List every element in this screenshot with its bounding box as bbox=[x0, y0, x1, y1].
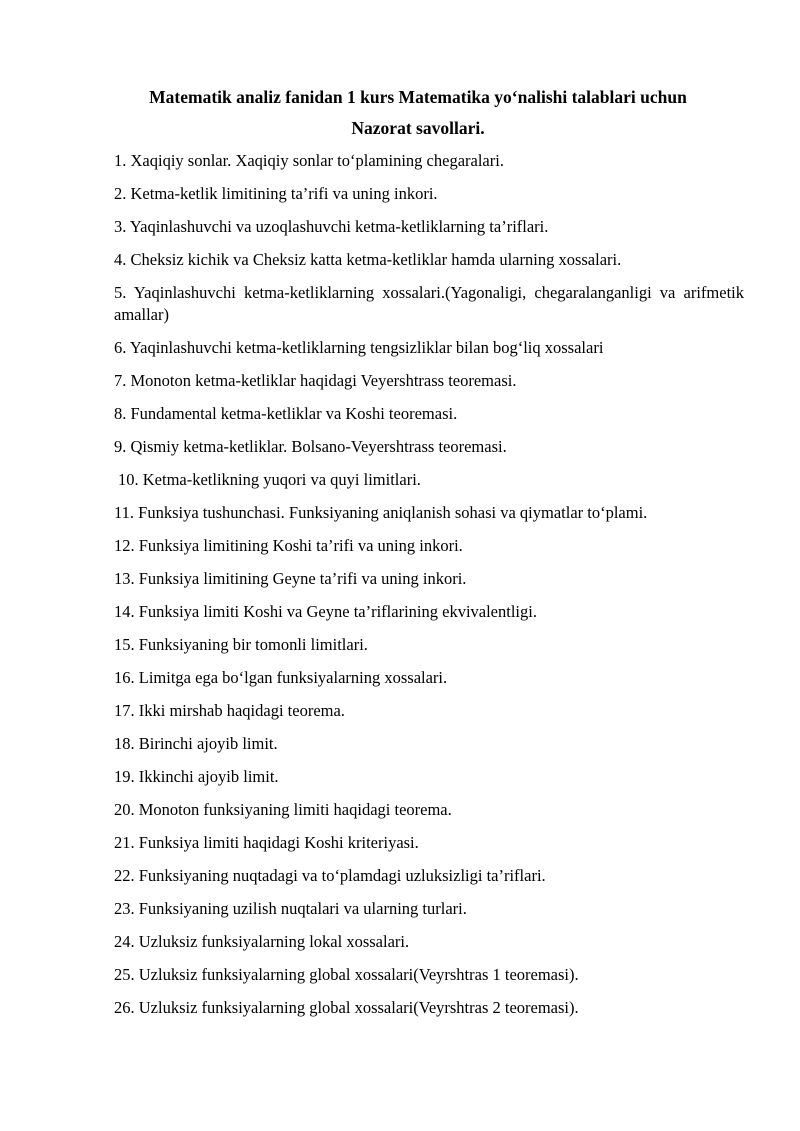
question-item: 5. Yaqinlashuvchi ketma-ketliklarning xossalari.(Yagonaligi, chegaralanganligi va arifmetik amallar) bbox=[114, 283, 744, 324]
document-title: Matematik analiz fanidan 1 kurs Matematika yo‘nalishi talablari uchun bbox=[149, 87, 687, 107]
question-item: 17. Ikki mirshab haqidagi teorema. bbox=[114, 701, 345, 720]
question-item: 25. Uzluksiz funksiyalarning global xossalari(Veyrshtras 1 teoremasi). bbox=[114, 965, 579, 984]
question-list bbox=[114, 150, 744, 1030]
question-item: 9. Qismiy ketma-ketliklar. Bolsano-Veyershtrass teoremasi. bbox=[114, 437, 507, 456]
question-item: 24. Uzluksiz funksiyalarning lokal xossalari. bbox=[114, 932, 410, 951]
question-item: 11. Funksiya tushunchasi. Funksiyaning aniqlanish sohasi va qiymatlar to‘plami. bbox=[114, 503, 648, 522]
question-item: 19. Ikkinchi ajoyib limit. bbox=[114, 767, 279, 786]
question-item: 13. Funksiya limitining Geyne ta’rifi va uning inkori. bbox=[114, 569, 467, 588]
question-item: 15. Funksiyaning bir tomonli limitlari. bbox=[114, 635, 368, 654]
question-item: 2. Ketma-ketlik limitining ta’rifi va uning inkori. bbox=[114, 184, 438, 203]
question-item: 4. Cheksiz kichik va Cheksiz katta ketma-ketliklar hamda ularning xossalari. bbox=[114, 250, 622, 269]
question-item: 10. Ketma-ketlikning yuqori va quyi limitlari. bbox=[118, 470, 421, 489]
question-item: 6. Yaqinlashuvchi ketma-ketliklarning tengsizliklar bilan bog‘liq xossalari bbox=[114, 338, 604, 357]
question-item: 21. Funksiya limiti haqidagi Koshi kriteriyasi. bbox=[114, 833, 419, 852]
question-item: 1. Xaqiqiy sonlar. Xaqiqiy sonlar to‘plamining chegaralari. bbox=[114, 151, 504, 170]
question-item: 14. Funksiya limiti Koshi va Geyne ta’riflarining ekvivalentligi. bbox=[114, 602, 537, 621]
question-item: 8. Fundamental ketma-ketliklar va Koshi teoremasi. bbox=[114, 404, 458, 423]
question-item: 20. Monoton funksiyaning limiti haqidagi teorema. bbox=[114, 800, 452, 819]
question-item: 16. Limitga ega bo‘lgan funksiyalarning xossalari. bbox=[114, 668, 448, 687]
question-item: 26. Uzluksiz funksiyalarning global xossalari(Veyrshtras 2 teoremasi). bbox=[114, 998, 579, 1017]
question-item: 3. Yaqinlashuvchi va uzoqlashuvchi ketma-ketliklarning ta’riflari. bbox=[114, 217, 549, 236]
question-item: 7. Monoton ketma-ketliklar haqidagi Veyershtrass teoremasi. bbox=[114, 371, 517, 390]
document-subtitle: Nazorat savollari. bbox=[351, 118, 485, 138]
question-item: 18. Birinchi ajoyib limit. bbox=[114, 734, 278, 753]
question-item: 23. Funksiyaning uzilish nuqtalari va ularning turlari. bbox=[114, 899, 467, 918]
question-item: 22. Funksiyaning nuqtadagi va to‘plamdagi uzluksizligi ta’riflari. bbox=[114, 866, 546, 885]
question-item: 12. Funksiya limitining Koshi ta’rifi va uning inkori. bbox=[114, 536, 463, 555]
